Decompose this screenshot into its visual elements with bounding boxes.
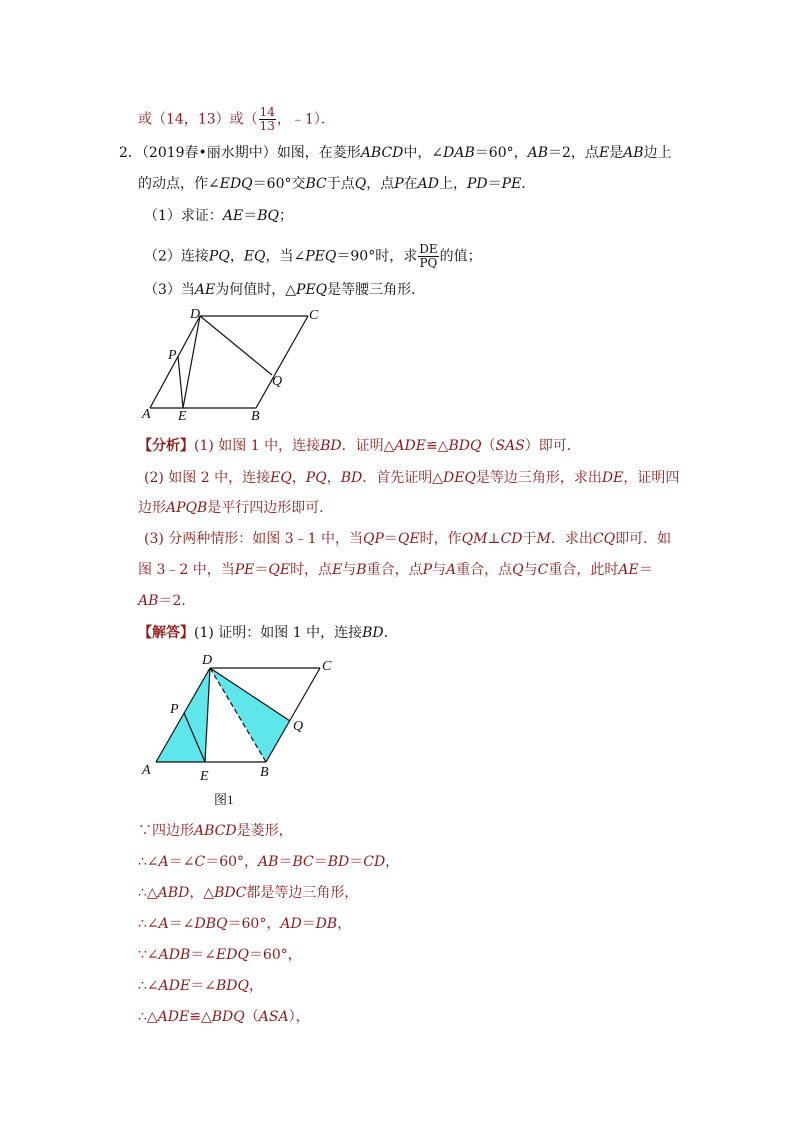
figure-caption: 图1 — [214, 792, 234, 807]
label-c: C — [309, 308, 319, 323]
segment-cb — [256, 316, 308, 408]
question-1: （1）求证：AE＝BQ； — [144, 208, 294, 224]
label-c: C — [322, 659, 332, 674]
label-d: D — [190, 307, 201, 322]
segment-pe — [178, 356, 183, 408]
label-d: D — [202, 653, 213, 668]
rhombus-figure-main — [138, 305, 358, 425]
proof-step-2: ∴∠A＝∠C＝60°，AB＝BC＝BD＝CD， — [138, 854, 400, 870]
fraction-14-13: $\frac{14}{13}$ — [259, 105, 275, 133]
proof-step-4: ∴∠A＝∠DBQ＝60°，AD＝DB， — [138, 916, 352, 932]
label-b: B — [260, 765, 269, 780]
analysis-line-5: 图 3﹣2 中，当PE＝QE时，点E与B重合，点P与A重合，点Q与C重合，此时AE＝ — [138, 562, 653, 578]
label-b: B — [251, 409, 260, 424]
proof-step-6: ∴∠ADE＝∠BDQ， — [138, 978, 263, 994]
solution-line-1: 【解答】(1) 证明：如图 1 中，连接BD． — [138, 625, 398, 641]
proof-step-1: ∵四边形ABCD是菱形， — [138, 823, 293, 839]
analysis-line-4: (3) 分两种情形：如图 3﹣1 中，当QP＝QE时，作QM⊥CD于M．求出CQ即可．如 — [144, 531, 672, 547]
label-q: Q — [293, 719, 304, 734]
triangle-bdq-fill — [210, 668, 290, 762]
analysis-line-1: 【分析】(1) 如图 1 中，连接BD．证明△ADE≌△BDQ（SAS）即可． — [138, 438, 581, 454]
previous-answer-line: 或（14，13）或（ $\frac{14}{13}$ ，﹣1）． — [138, 105, 335, 133]
label-e: E — [178, 409, 187, 424]
label-a: A — [142, 407, 151, 422]
analysis-line-3: 边形APQB是平行四边形即可． — [138, 500, 334, 516]
fraction-de-pq: $\frac{DE}{PQ}$ — [419, 242, 438, 270]
label-a: A — [142, 763, 151, 778]
rhombus-figure-1 — [138, 650, 358, 810]
label-e: E — [200, 769, 209, 784]
label-p: P — [168, 348, 177, 363]
label-q: Q — [272, 374, 283, 389]
proof-step-5: ∵∠ADB＝∠EDQ＝60°， — [138, 947, 302, 963]
problem-stem-line-2: 的动点，作∠EDQ＝60°交BC于点Q，点P在AD上，PD＝PE． — [138, 176, 536, 192]
proof-step-7: ∴△ADE≌△BDQ（ASA）， — [138, 1009, 310, 1025]
problem-stem-line-1: 2．（2019春•丽水期中）如图，在菱形ABCD中，∠DAB＝60°，AB＝2，点E是AB边上 — [119, 145, 672, 161]
segment-dq — [200, 316, 272, 375]
segment-de — [183, 316, 200, 408]
question-3: （3）当AE为何值时，△PEQ是等腰三角形． — [144, 282, 426, 298]
proof-step-3: ∴△ABD，△BDC都是等边三角形， — [138, 885, 359, 901]
analysis-line-2: (2) 如图 2 中，连接EQ，PQ，BD．首先证明△DEQ是等边三角形，求出DE，证明四 — [144, 470, 680, 486]
question-2: （2）连接PQ，EQ，当∠PEQ＝90°时，求 $\frac{DE}{PQ}$ 的值； — [144, 242, 482, 270]
label-p: P — [170, 702, 179, 717]
analysis-line-6: AB＝2． — [138, 593, 196, 609]
